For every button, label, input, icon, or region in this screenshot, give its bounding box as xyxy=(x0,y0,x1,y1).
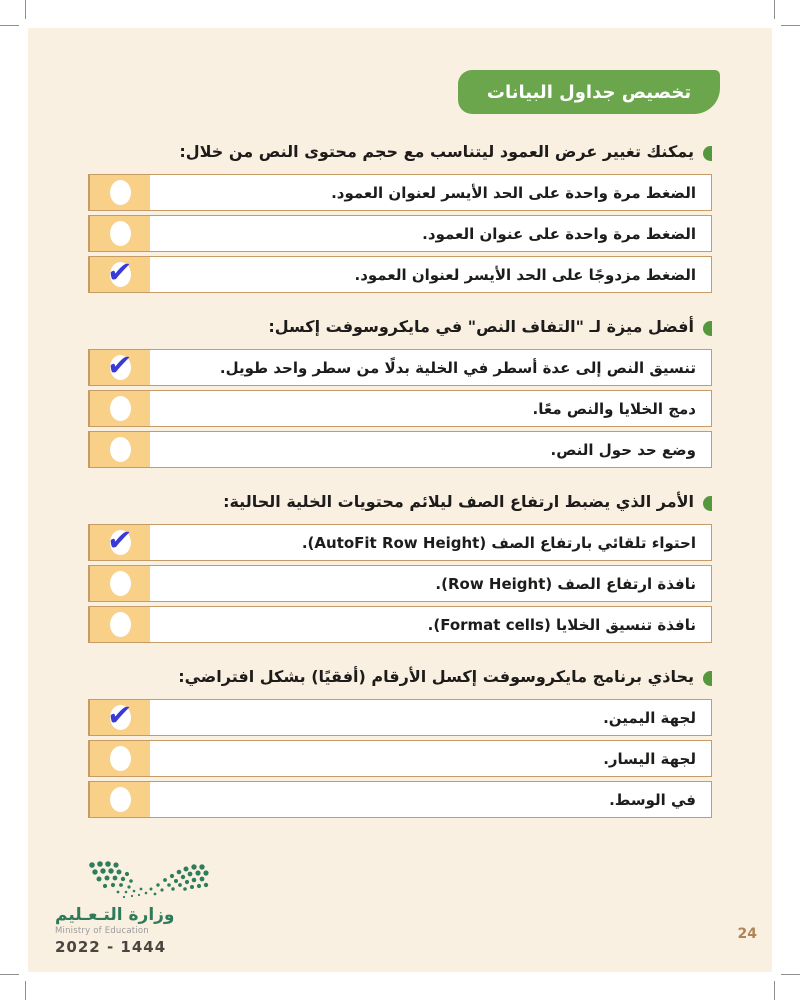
option-label: نافذة ارتفاع الصف (Row Height). xyxy=(435,574,696,593)
option-row[interactable] xyxy=(88,565,712,602)
radio-cell[interactable] xyxy=(89,522,150,560)
radio-circle[interactable] xyxy=(110,612,131,637)
option-label: الضغط مرة واحدة على الحد الأيسر لعنوان العمود. xyxy=(331,183,696,202)
radio-circle[interactable] xyxy=(110,396,131,421)
radio-cell[interactable] xyxy=(89,175,150,210)
page-number: 24 xyxy=(737,926,757,942)
radio-circle[interactable] xyxy=(110,571,131,596)
option-row[interactable] xyxy=(88,606,712,643)
radio-cell[interactable] xyxy=(89,607,150,642)
bullet-icon xyxy=(703,671,712,686)
option-label: وضع حد حول النص. xyxy=(550,440,696,459)
question-text: يحاذي برنامج مايكروسوفت إكسل الأرقام (أفقيًا) بشكل افتراضي: xyxy=(178,667,694,686)
ministry-footer xyxy=(55,859,209,957)
option-row[interactable] xyxy=(88,524,712,561)
option-label: لجهة اليسار. xyxy=(603,749,696,768)
options-table-3 xyxy=(88,524,712,643)
question-text: أفضل ميزة لـ "التفاف النص" في مايكروسوفت إكسل: xyxy=(268,317,694,336)
radio-circle[interactable] xyxy=(110,437,131,462)
option-label: دمج الخلايا والنص معًا. xyxy=(532,399,696,418)
crop-mark xyxy=(781,974,800,975)
ministry-name-english: Ministry of Education xyxy=(55,926,149,936)
option-row[interactable] xyxy=(88,390,712,427)
radio-cell[interactable] xyxy=(89,347,150,385)
option-row[interactable] xyxy=(88,256,712,293)
radio-circle[interactable] xyxy=(110,180,131,205)
question-text: الأمر الذي يضبط ارتفاع الصف ليلائم محتويات الخلية الحالية: xyxy=(223,492,694,511)
crop-mark xyxy=(25,0,26,19)
option-label: لجهة اليمين. xyxy=(603,708,696,727)
option-row[interactable] xyxy=(88,174,712,211)
textbook-page xyxy=(28,28,772,972)
option-label: نافذة تنسيق الخلايا (Format cells). xyxy=(427,615,696,634)
checkmark-icon: ✔ xyxy=(105,347,134,382)
option-row[interactable] xyxy=(88,349,712,386)
bullet-icon xyxy=(703,496,712,511)
radio-cell[interactable] xyxy=(89,782,150,817)
option-label: تنسيق النص إلى عدة أسطر في الخلية بدلًا من سطر واحد طويل. xyxy=(219,358,696,377)
radio-cell[interactable] xyxy=(89,391,150,426)
checkmark-icon: ✔ xyxy=(105,254,134,289)
option-label: الضغط مزدوجًا على الحد الأيسر لعنوان العمود. xyxy=(354,265,696,284)
crop-mark xyxy=(0,974,19,975)
option-row[interactable] xyxy=(88,740,712,777)
crop-mark xyxy=(781,25,800,26)
option-row[interactable] xyxy=(88,699,712,736)
question-3 xyxy=(88,490,712,514)
ministry-name-arabic: وزارة التـعـليم xyxy=(55,905,175,925)
radio-cell[interactable] xyxy=(89,216,150,251)
bullet-icon xyxy=(703,321,712,336)
radio-cell[interactable] xyxy=(89,741,150,776)
crop-mark xyxy=(25,981,26,1000)
radio-cell[interactable] xyxy=(89,432,150,467)
bullet-icon xyxy=(703,146,712,161)
option-label: احتواء تلقائي بارتفاع الصف (AutoFit Row Height). xyxy=(301,533,696,552)
option-label: الضغط مرة واحدة على عنوان العمود. xyxy=(422,224,696,243)
question-2 xyxy=(88,315,712,339)
radio-cell[interactable] xyxy=(89,697,150,735)
crop-mark xyxy=(774,981,775,1000)
quiz-content xyxy=(88,140,712,840)
option-row[interactable] xyxy=(88,215,712,252)
ministry-logo-dots-icon xyxy=(85,859,209,905)
options-table-4 xyxy=(88,699,712,818)
question-4 xyxy=(88,665,712,689)
checkmark-icon: ✔ xyxy=(105,522,134,557)
checkmark-icon: ✔ xyxy=(105,697,134,732)
question-text: يمكنك تغيير عرض العمود ليتناسب مع حجم محتوى النص من خلال: xyxy=(179,142,694,161)
question-1 xyxy=(88,140,712,164)
options-table-2 xyxy=(88,349,712,468)
section-title-banner xyxy=(458,70,720,114)
radio-cell[interactable] xyxy=(89,566,150,601)
page-title: تخصيص جداول البيانات xyxy=(486,81,692,103)
option-row[interactable] xyxy=(88,781,712,818)
radio-cell[interactable] xyxy=(89,254,150,292)
radio-circle[interactable] xyxy=(110,221,131,246)
option-label: في الوسط. xyxy=(609,790,696,809)
crop-mark xyxy=(774,0,775,19)
crop-mark xyxy=(0,25,19,26)
radio-circle[interactable] xyxy=(110,746,131,771)
edition-years: 2022 - 1444 xyxy=(55,938,167,956)
option-row[interactable] xyxy=(88,431,712,468)
options-table-1 xyxy=(88,174,712,293)
radio-circle[interactable] xyxy=(110,787,131,812)
